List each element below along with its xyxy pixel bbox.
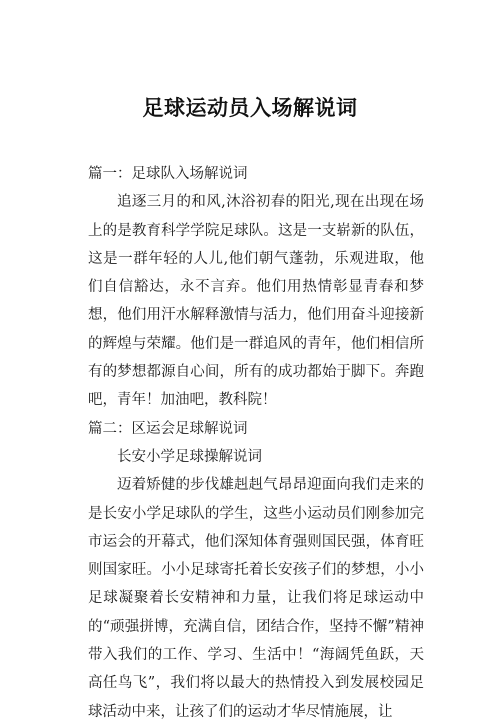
document-title: 足球运动员入场解说词 [142, 95, 358, 120]
section-2-subheading: 长安小学足球操解说词 [117, 448, 262, 465]
section-heading-2: 篇二：区运会足球解说词 [88, 420, 248, 437]
section-heading-1: 篇一：足球队入场解说词 [88, 166, 248, 182]
section-2-paragraph: 迈着矫健的步伐雄赳赳气昂昂迎面向我们走来的是长安小学足球队的学生，这些小运动员们刚参加完市运会的开幕式，他们深知体育强则国民强，体育旺则国家旺。小小足球寄托着长安孩子们的梦想，小小足球凝聚着长安精神和力量，让我们将足球运动中的“顽强拼博，充满自信，团结合作，坚持不懈”精神带入我们的工作、学习、生活中！“海阔凭鱼跃，天高任鸟飞”，我们将以最大的热情投入到发展校园足球活动中来，让孩了们的运动才华尽情施展，让 [88, 477, 424, 720]
document-body [88, 160, 424, 726]
section-1-paragraph: 追逐三月的和风,沐浴初春的阳光,现在出现在场上的是教育科学学院足球队。这是一支崭新的队伍，这是一群年轻的人儿,他们朝气蓬勃，乐观进取，他们自信豁达，永不言弃。他们用热情彰显青春和梦想，他们用汗水解释激情与活力，他们用奋斗迎接新的辉煌与荣耀。他们是一群追风的青年，他们相信所有的梦想都源自心间，所有的成功都始于脚下。奔跑吧，青年！加油吧，教科院！ [88, 194, 424, 409]
